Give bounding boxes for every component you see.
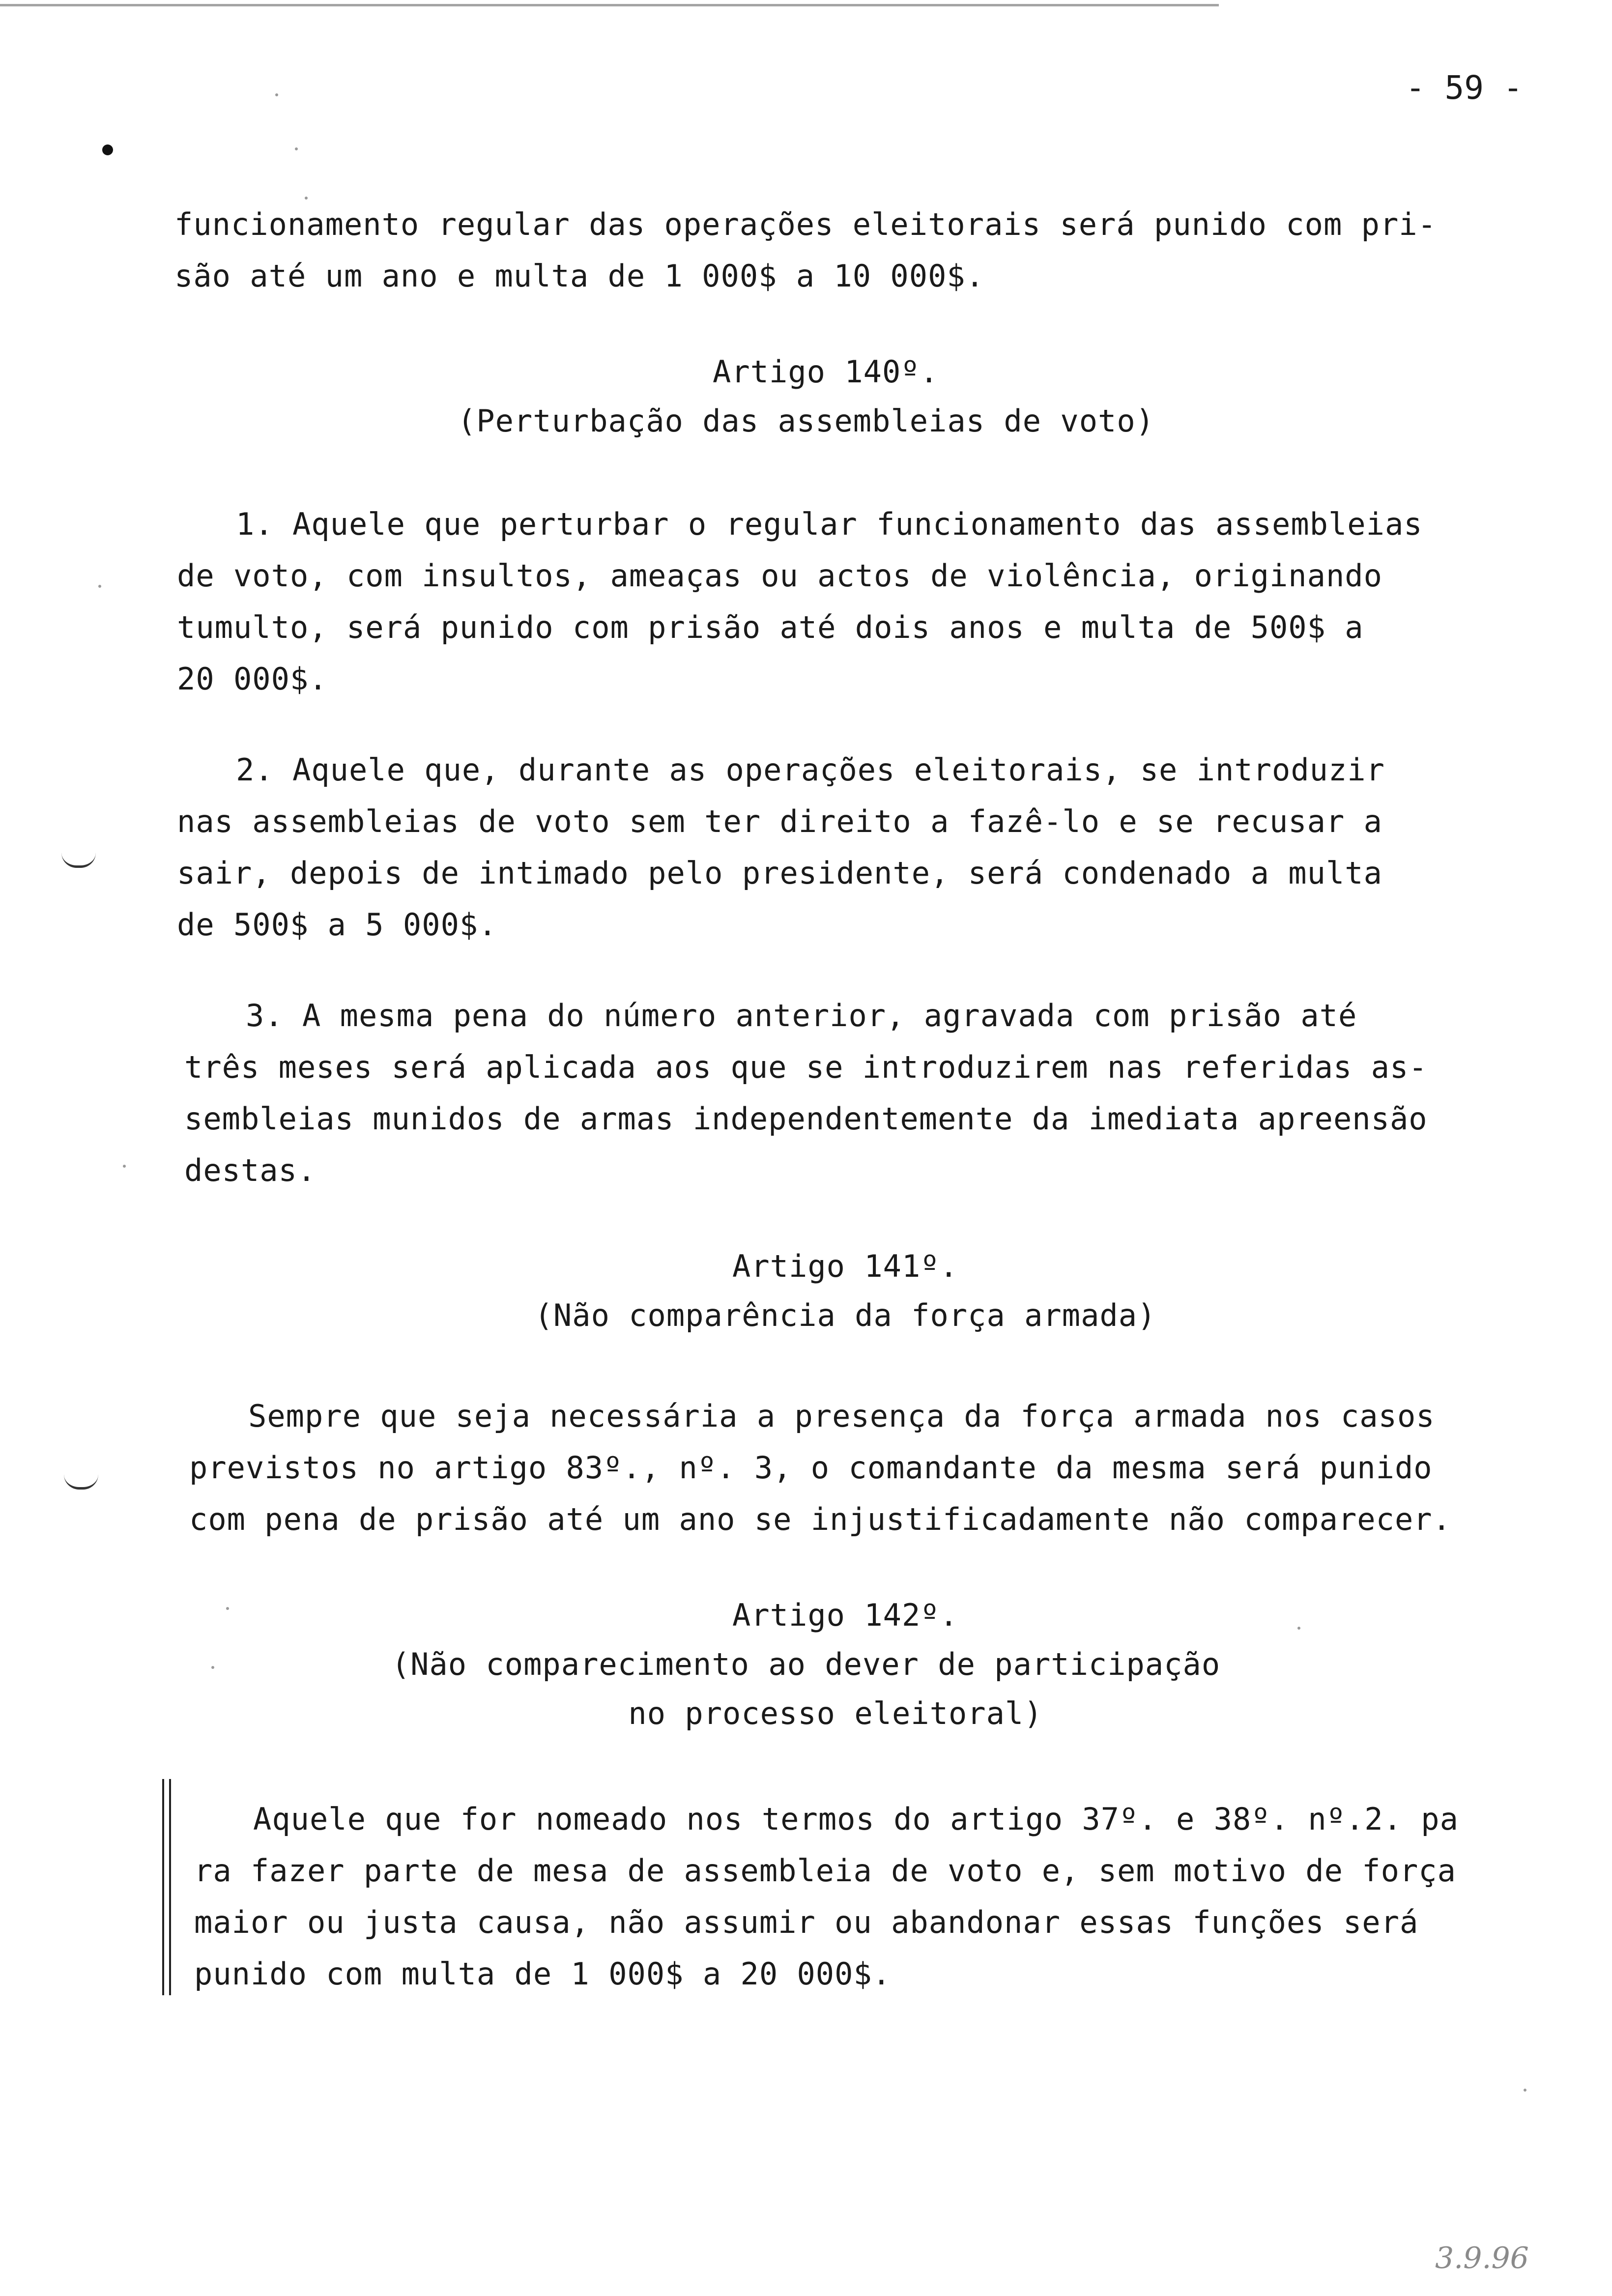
text-line: ra fazer parte de mesa de assembleia de voto e, sem motivo de força (194, 1853, 1456, 1889)
scan-speck (211, 1666, 214, 1669)
text-line: de voto, com insultos, ameaças ou actos de violência, originando (177, 558, 1382, 594)
top-border-rule (0, 4, 1219, 6)
text-line: três meses será aplicada aos que se introduzirem nas referidas as- (184, 1049, 1428, 1085)
text-line: 3. A mesma pena do número anterior, agravada com prisão até (246, 998, 1357, 1033)
scan-speck (305, 197, 308, 200)
scan-speck (98, 585, 101, 588)
text-line: funcionamento regular das operações eleitorais será punido com pri- (174, 206, 1437, 242)
text-line: maior ou justa causa, não assumir ou abandonar essas funções será (194, 1904, 1419, 1940)
scan-speck (1297, 1627, 1300, 1630)
text-line: 20 000$. (177, 661, 328, 697)
text-line: sembleias munidos de armas independentemente da imediata apreensão (184, 1101, 1428, 1137)
revision-bar (162, 1779, 171, 1995)
article-heading: Artigo 140º. (713, 354, 939, 390)
text-line: são até um ano e multa de 1 000$ a 10 000$. (174, 258, 985, 294)
article-subtitle: (Perturbação das assembleias de voto) (457, 403, 1155, 439)
text-line: nas assembleias de voto sem ter direito a fazê-lo e se recusar a (177, 804, 1382, 839)
scan-speck (1524, 2089, 1526, 2092)
text-line: Sempre que seja necessária a presença da força armada nos casos (248, 1398, 1435, 1434)
article-subtitle: (Não comparecimento ao dever de participação (391, 1646, 1221, 1682)
article-heading: Artigo 142º. (732, 1597, 958, 1633)
scan-speck (226, 1607, 229, 1610)
handwritten-date: 3.9.96 (1435, 2241, 1529, 2275)
punch-hole-mark (102, 144, 113, 155)
scan-speck (275, 93, 278, 96)
article-heading: Artigo 141º. (732, 1248, 958, 1284)
page-number: - 59 - (1406, 69, 1523, 107)
margin-check-mark (64, 1474, 98, 1490)
article-subtitle: no processo eleitoral) (628, 1695, 1043, 1731)
text-line: destas. (184, 1152, 317, 1188)
text-line: Aquele que for nomeado nos termos do artigo 37º. e 38º. nº.2. pa (253, 1801, 1459, 1837)
text-line: 1. Aquele que perturbar o regular funcionamento das assembleias (236, 506, 1423, 542)
scan-speck (295, 147, 298, 150)
text-line: sair, depois de intimado pelo presidente, será condenado a multa (177, 855, 1382, 891)
text-line: com pena de prisão até um ano se injustificadamente não comparecer. (189, 1501, 1451, 1537)
scan-speck (123, 1165, 126, 1168)
text-line: punido com multa de 1 000$ a 20 000$. (194, 1956, 892, 1992)
text-line: de 500$ a 5 000$. (177, 907, 497, 943)
text-line: tumulto, será punido com prisão até dois anos e multa de 500$ a (177, 609, 1364, 645)
article-subtitle: (Não comparência da força armada) (534, 1297, 1156, 1333)
margin-check-mark (61, 853, 96, 868)
text-line: previstos no artigo 83º., nº. 3, o comandante da mesma será punido (189, 1450, 1433, 1486)
text-line: 2. Aquele que, durante as operações eleitorais, se introduzir (236, 752, 1385, 788)
